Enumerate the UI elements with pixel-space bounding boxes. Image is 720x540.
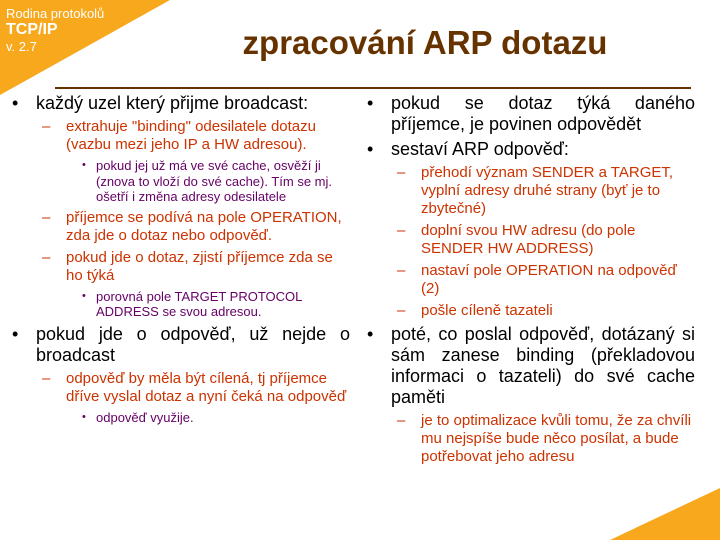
bullet-marker: • <box>12 93 19 113</box>
bullet-marker: – <box>397 412 406 429</box>
bullet-marker: – <box>42 208 51 226</box>
badge-version: v. 2.7 <box>6 39 37 54</box>
bullet-text: příjemce se podívá na pole OPERATION, zda jde o dotaz nebo odpověď. <box>66 208 342 244</box>
bullet-marker: – <box>42 248 51 266</box>
bullet-marker: • <box>12 323 19 344</box>
bullet-marker: • <box>82 159 86 171</box>
bullet-level-2 <box>365 302 695 320</box>
bullet-level-3 <box>10 289 350 320</box>
bullet-level-1 <box>365 139 695 160</box>
bullet-level-1 <box>365 93 695 135</box>
title-divider <box>55 87 691 89</box>
bullet-text: odpověď využije. <box>96 409 194 425</box>
bullet-text: sestaví ARP odpověď: <box>391 139 569 159</box>
bullet-text: odpověď by měla být cílená, tj příjemce dříve vyslal dotaz a nyní čeká na odpověď <box>66 369 347 405</box>
bullet-text: každý uzel který přijme broadcast: <box>36 93 309 113</box>
slide-title: zpracování ARP dotazu <box>242 24 608 61</box>
bullet-text: pokud jde o dotaz, zjistí příjemce zda se ho týká <box>66 248 333 284</box>
bullet-level-2 <box>365 222 695 258</box>
bullet-level-1 <box>10 324 350 366</box>
bullet-marker: – <box>42 369 51 387</box>
badge-family: Rodina protokolů <box>6 6 105 21</box>
bullet-level-1 <box>10 93 350 114</box>
corner-decoration-bottom-right <box>610 488 720 540</box>
bullet-level-2 <box>10 370 350 406</box>
bullet-text: porovná pole TARGET PROTOCOL ADDRESS se svou adresou. <box>96 288 302 319</box>
bullet-marker: – <box>397 302 406 319</box>
bullet-text: pokud jej už má ve své cache, osvěží ji (znova to vloží do své cache). Tím se mj. ošetří i změna adresy odesilatele <box>96 158 333 204</box>
bullet-level-1 <box>365 324 695 408</box>
right-column <box>365 93 695 470</box>
bullet-level-3 <box>10 158 350 205</box>
bullet-marker: • <box>367 324 374 344</box>
bullet-marker: • <box>367 139 374 159</box>
bullet-marker: – <box>397 164 406 181</box>
bullet-level-2 <box>10 249 350 285</box>
bullet-text: extrahuje "binding" odesilatele dotazu (vazbu mezi jeho IP a HW adresou). <box>66 118 316 153</box>
bullet-text: pokud jde o odpověď, už nejde o broadcast <box>36 323 350 365</box>
bullet-marker: • <box>82 289 86 302</box>
badge-protocol: TCP/IP <box>6 21 58 38</box>
bullet-marker: • <box>82 410 86 423</box>
bullet-level-2 <box>365 164 695 218</box>
left-column <box>10 93 350 429</box>
bullet-text: pokud se dotaz týká daného příjemce, je povinen odpovědět <box>391 93 695 134</box>
bullet-level-2 <box>10 209 350 245</box>
course-badge <box>6 6 104 54</box>
bullet-text: přehodí význam SENDER a TARGET, vyplní adresy druhé strany (byť je to zbytečné) <box>421 164 674 217</box>
bullet-level-2 <box>365 412 695 466</box>
bullet-text: je to optimalizace kvůli tomu, že za chvíli mu nejspíše bude něco posílat, a bude potřebovat jeho adresu <box>421 412 692 465</box>
bullet-marker: – <box>397 222 406 239</box>
bullet-marker: – <box>42 118 51 135</box>
bullet-text: poté, co poslal odpověď, dotázaný si sám zanese binding (překladovou informaci o tazateli) do své cache paměti <box>391 324 695 407</box>
bullet-text: nastaví pole OPERATION na odpověď (2) <box>421 262 677 297</box>
bullet-text: pošle cíleně tazateli <box>421 302 553 319</box>
bullet-level-3 <box>10 410 350 426</box>
bullet-level-2 <box>365 262 695 298</box>
bullet-level-2 <box>10 118 350 154</box>
bullet-text: doplní svou HW adresu (do pole SENDER HW ADDRESS) <box>421 222 636 257</box>
bullet-marker: • <box>367 93 374 113</box>
bullet-marker: – <box>397 262 406 279</box>
